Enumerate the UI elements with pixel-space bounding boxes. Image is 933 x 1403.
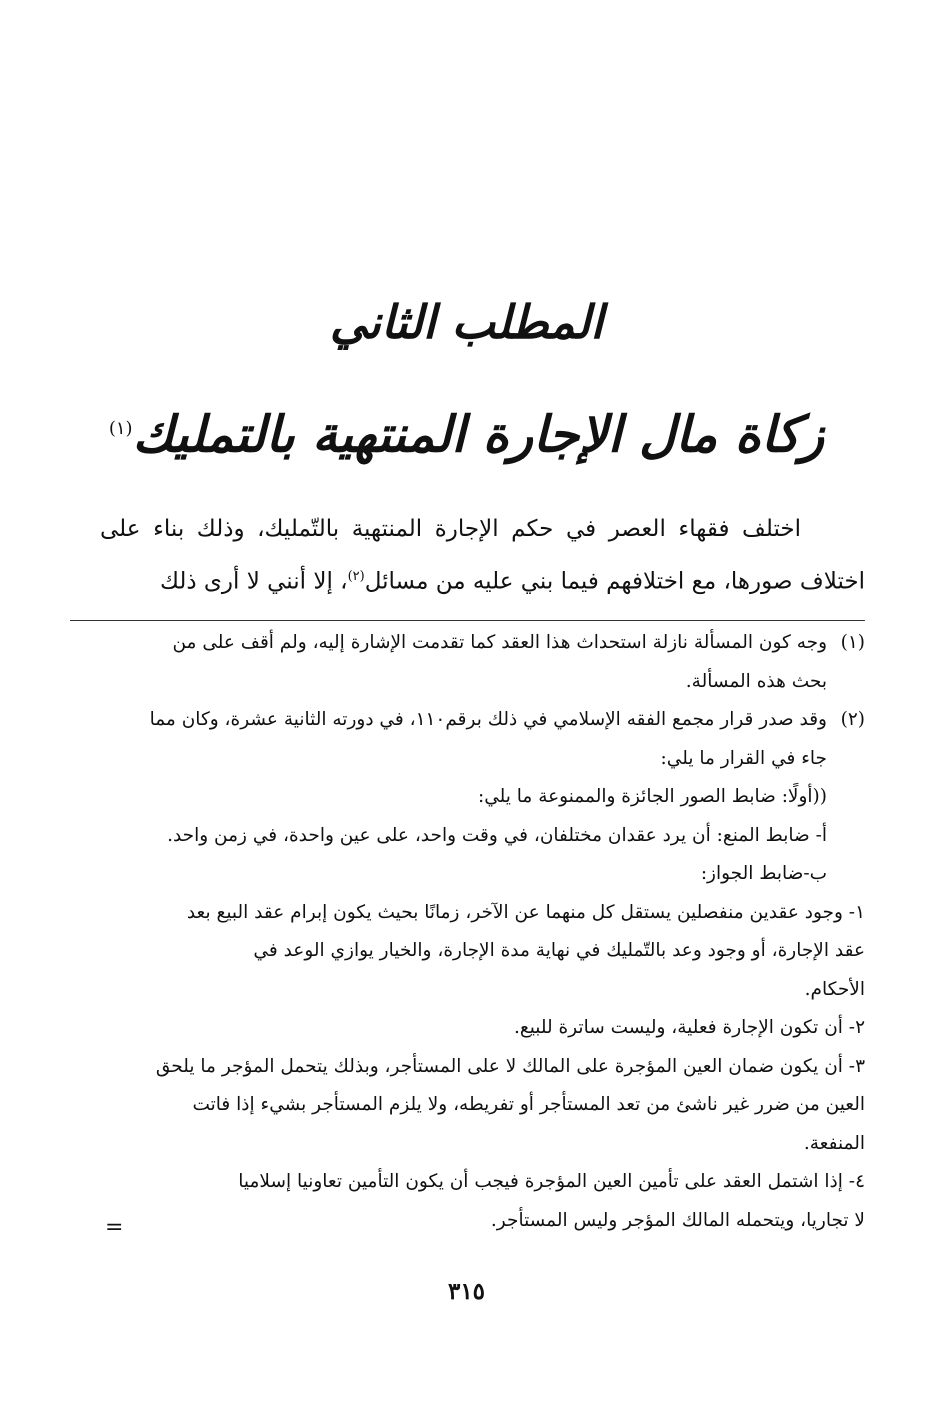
footnote-2-line: العين من ضرر غير ناشئ من تعد المستأجر أو تفريطه، ولا يلزم المستأجر بشيء إذا فاتت <box>192 1094 865 1115</box>
body-text <box>100 505 865 606</box>
footnote-2-line: وقد صدر قرار مجمع الفقه الإسلامي في ذلك برقم١١٠، في دورته الثانية عشرة، وكان مما <box>149 709 827 730</box>
body-line-1: اختلف فقهاء العصر في حكم الإجارة المنتهية بالتّمليك، وذلك بناء على <box>100 516 801 542</box>
footnote-1 <box>100 624 865 701</box>
page-number: ٣١٥ <box>447 1278 486 1305</box>
footnote-ref-1[interactable]: (١) <box>108 418 133 439</box>
footnote-1-number: (١) <box>840 632 865 653</box>
section-subtitle-text: زكاة مال الإجارة المنتهية بالتمليك <box>132 404 825 464</box>
footnote-2-line: ٣- أن يكون ضمان العين المؤجرة على المالك لا على المستأجر، وبذلك يتحمل المؤجر ما يلحق <box>155 1055 865 1077</box>
footnote-1-line: وجه كون المسألة نازلة استحداث هذا العقد كما تقدمت الإشارة إليه، ولم أقف على من <box>172 632 827 653</box>
footnote-2-number: (٢) <box>840 709 865 730</box>
body-paragraph <box>100 505 865 606</box>
footnote-2-line: المنفعة. <box>803 1132 865 1154</box>
body-line-2b: ، إلا أنني لا أرى ذلك <box>159 568 348 595</box>
footnote-2-line: ١- وجود عقدين منفصلين يستقل كل منهما عن الآخر، زمانًا بحيث يكون إبرام عقد البيع بعد <box>186 901 865 923</box>
footnote-2-line: ٤- إذا اشتمل العقد على تأمين العين المؤجرة فيجب أن يكون التأمين تعاونيا إسلاميا <box>238 1171 865 1192</box>
footnote-2-line: لا تجاريا، ويتحمله المالك المؤجر وليس المستأجر. <box>490 1209 865 1231</box>
footnote-2-line: جاء في القرار ما يلي: <box>660 747 827 769</box>
body-line-2a: اختلاف صورها، مع اختلافهم فيما بني عليه من مسائل <box>364 568 865 595</box>
footnote-2 <box>100 701 865 894</box>
footnotes <box>100 624 865 1240</box>
section-subtitle <box>100 384 833 480</box>
footnote-ref-2[interactable]: (٢) <box>347 569 365 584</box>
footnote-2-line: الأحكام. <box>804 978 865 1000</box>
continuation-mark: = <box>105 1215 124 1240</box>
footnote-2-line: ب-ضابط الجواز: <box>700 863 827 884</box>
footnote-2-continued <box>100 894 865 1241</box>
footnote-2-line: أ- ضابط المنع: أن يرد عقدان مختلفان، في وقت واحد، على عين واحدة، في زمن واحد. <box>167 824 827 846</box>
section-title <box>100 282 833 362</box>
footnote-2-line: عقد الإجارة، أو وجود وعد بالتّمليك في نهاية مدة الإجارة، والخيار يوازي الوعد في <box>253 940 865 961</box>
footnote-2-line: ٢- أن تكون الإجارة فعلية، وليست ساترة للبيع. <box>513 1017 865 1038</box>
footnote-separator <box>70 620 865 621</box>
section-title-text: المطلب الثاني <box>329 295 604 349</box>
footnote-2-line: ((أولًا: ضابط الصور الجائزة والممنوعة ما يلي: <box>477 786 827 807</box>
footnote-1-line: بحث هذه المسألة. <box>685 670 827 692</box>
